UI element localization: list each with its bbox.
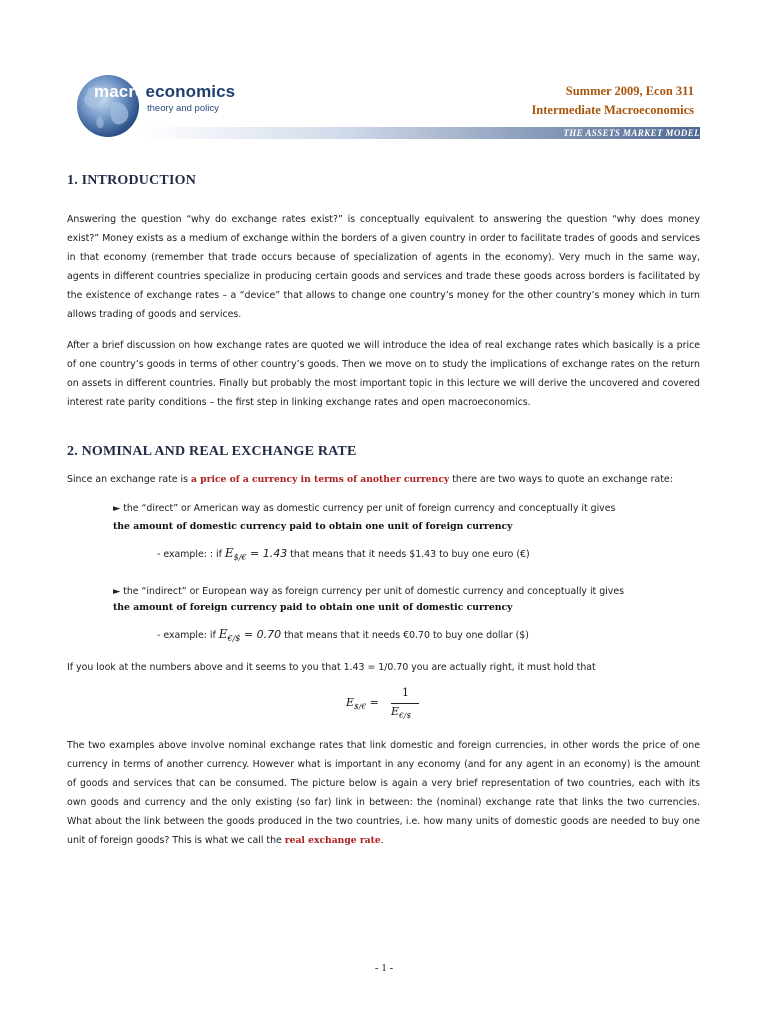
reciprocal-check-line: If you look at the numbers above and it seems to you that 1.43 = 1/0.70 you are actually right, it must hold that [67,662,596,673]
logo-subtitle: theory and policy [147,103,219,114]
intro-paragraph-1: Answering the question “why do exchange rates exist?” is conceptually equivalent to answering the question “why does money exist?” Money exists as a medium of exchange within the borders of a given country in order to facilitate trades of goods and services in that economy (remember that trade occurs because of specialization of agents in the economy). Very much in the same way, agents in different countries specialize in producing certain goods and services and trade these goods across borders is facilitated by the existence of exchange rates – a “device” that allows to change one country’s money for the other country’s money which in turn allows trading of goods and services. [67,214,700,320]
direct-quote-definition: the amount of domestic currency paid to obtain one unit of foreign currency [113,521,513,532]
logo-wordmark: macroeconomics [94,82,236,101]
formula-numerator: 1 [402,686,409,699]
section-tag: THE ASSETS MARKET MODEL [563,128,700,138]
page-number: - 1 - [374,962,394,974]
nominal-paragraph-3: The two examples above involve nominal exchange rates that link domestic and foreign currencies, in other words the price of one currency in terms of another currency. However what is important in any economy (and for any agent in an economy) is the amount of goods and services that can be consumed. The picture below is again a very brief representation of two countries, each with its own goods and currency and the only existing (so far) link in between: the (nominal) exchange rate that links the two currencies. What about the link between the goods produced in the two countries, i.e. how many units of domestic goods are needed to buy one unit of foreign goods? This is what we call the real exchange rate. [67,740,700,846]
highlight-real-exchange-rate: real exchange rate [284,835,381,846]
direct-example-math: $E_{\$/€} = 1.43$ [224,546,288,562]
indirect-example-math: $E_{€/\$} = 0.70$ [218,627,282,643]
heading-nominal-real: 2. NOMINAL AND REAL EXCHANGE RATE [67,444,357,459]
fraction-bar [391,703,419,704]
direct-quote-text: ► the “direct” or American way as domestic currency per unit of foreign currency and conceptually it gives [113,503,616,514]
heading-introduction: 1. INTRODUCTION [67,173,197,188]
formula-lhs: $E_{\$/€}$ = [346,696,379,711]
course-title: Intermediate Macroeconomics [531,103,694,117]
course-term: Summer 2009, Econ 311 [565,84,694,98]
formula-denominator: $E_{€/\$}$ [391,705,412,720]
course-info [531,82,694,120]
indirect-example: - example: if $E_{€/\$} = 0.70$ that means that it needs €0.70 to buy one dollar ($) [157,627,529,643]
highlight-price-of-currency: a price of a currency in terms of another currency [191,474,450,485]
reciprocal-formula [346,686,466,722]
direct-example: - example: : if $E_{\$/€} = 1.43$ that means that it needs $1.43 to buy one euro (€) [157,546,530,562]
indirect-quote-text: ► the “indirect” or European way as foreign currency per unit of domestic currency and conceptually it gives [113,586,624,597]
exchange-rate-intro: Since an exchange rate is a price of a currency in terms of another currency there are two ways to quote an exchange rate: [67,474,673,485]
intro-paragraph-2: After a brief discussion on how exchange rates are quoted we will introduce the idea of real exchange rates which basically is a price of one country’s goods in terms of other country’s goods. Then we move on to study the implications of exchange rates on the return on assets in different countries. Finally but probably the most important topic in this lecture we will derive the uncovered and covered interest rate parity conditions – the first step in linking exchange rates and open macroeconomics. [67,340,700,408]
indirect-quote-definition: the amount of foreign currency paid to obtain one unit of domestic currency [113,602,513,613]
